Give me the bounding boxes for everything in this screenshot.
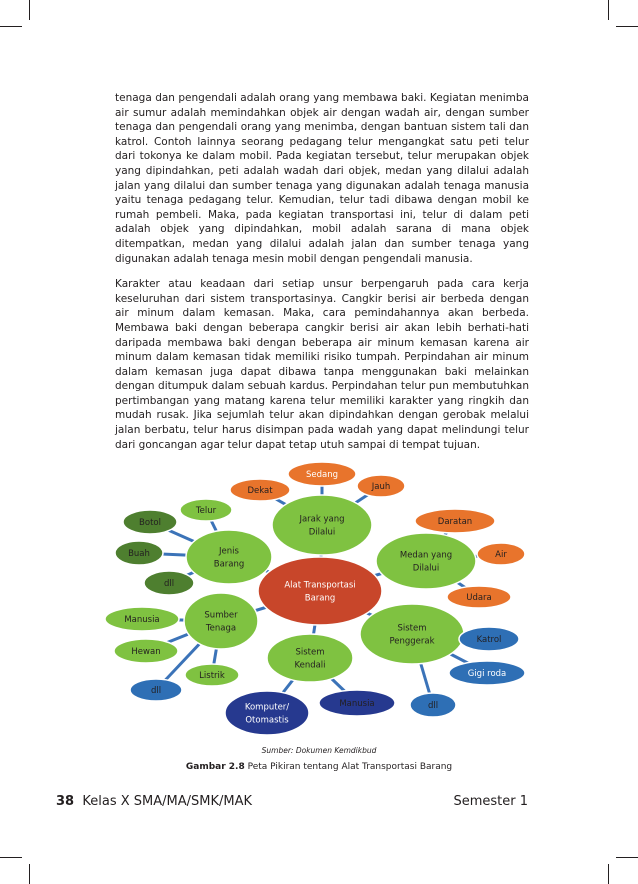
node-udara [447,586,511,608]
node-hewan [114,639,178,663]
node-hewan-label: Hewan [131,647,161,657]
node-dll-jenis [144,571,194,595]
node-sumber-tenaga-label: Tenaga [205,623,237,634]
node-jenis-barang-shape [186,530,272,584]
node-komputer-otomastis-label: Otomastis [245,715,289,726]
node-dll-tenaga [130,679,182,701]
paragraph: tenaga dan pengendali adalah orang yang membawa baki. Kegiatan menimba air sumur adalah memindahkan objek air dengan wadah air, dengan sumber tenaga dan pengendali orang yang menimba, dengan bantuan sistem tali dan katrol. Contoh lainnya seorang pedagang telur mengangkat satu peti telur dari tokonya ke dalam mobil. Pada kegiatan tersebut, telur merupakan objek yang dipindahkan, peti adalah wadah dari objek, medan yang dilalui adalah jalan yang dilalui dan sumber tenaga yang digunakan adalah tenaga manusia yaitu tenaga pedagang telur. Kemudian, telur tadi dibawa dengan mobil ke rumah pembeli. Maka, pada kegiatan transportasi ini, telur di dalam peti adalah objek yang dipindahkan, mobil adalah sarana di mana objek ditempatkan, medan yang dilalui adalah jalan dan sumber tenaga yang digunakan adalah tenaga mesin mobil dengan pengendali manusia. [115,92,529,265]
node-buah-label: Buah [128,549,150,559]
node-medan-yang-dilalui-label: Dilalui [412,563,440,574]
node-sumber-tenaga-label: Sumber [204,610,238,621]
node-manusia-tenaga [105,607,179,631]
figure-caption-label: Gambar 2.8 [185,762,245,772]
crop-mark [608,864,609,884]
node-telur-label: Telur [195,506,217,516]
crop-mark [29,0,30,20]
node-air-label: Air [495,550,507,560]
node-udara-label: Udara [466,593,492,603]
node-sistem-kendali-label: Kendali [294,660,326,671]
node-sedang-label: Sedang [305,470,339,480]
node-gigi-roda-label: Gigi roda [467,669,507,679]
node-jarak-yang-dilalui-label: Dilalui [308,527,336,538]
node-sistem-kendali-shape [267,634,353,682]
node-dll-penggerak [410,693,456,717]
node-jauh [357,475,405,497]
crop-mark [616,857,638,858]
node-manusia-tenaga-label: Manusia [124,615,160,625]
node-jenis-barang-label: Barang [213,559,245,570]
node-sistem-penggerak-label: Sistem [397,623,427,634]
node-gigi-roda [449,661,525,685]
node-jenis-barang-label: Jenis [219,546,239,557]
figure-source: Sumber: Dokumen Kemdikbud [261,746,377,755]
node-sistem-penggerak-label: Penggerak [389,636,435,647]
node-jenis-barang [186,530,272,584]
crop-mark [616,26,638,27]
footer-semester: Semester 1 [453,794,528,809]
crop-mark [0,857,22,858]
node-komputer-otomastis-shape [225,691,309,735]
node-dll-tenaga-label: dll [150,686,162,696]
node-medan-yang-dilalui-shape [376,533,476,589]
mind-map-nodes [105,462,525,735]
node-jarak-yang-dilalui [272,495,372,555]
node-komputer-otomastis [225,691,309,735]
node-sistem-penggerak-shape [360,604,464,664]
node-air [477,543,525,565]
book-title: Kelas X SMA/MA/SMK/MAK [82,794,252,809]
node-komputer-otomastis-label: Komputer/ [244,702,290,713]
mind-map-diagram [0,455,638,755]
node-katrol-label: Katrol [476,635,502,645]
node-sistem-kendali [267,634,353,682]
node-manusia-kendali-label: Manusia [339,699,375,709]
node-listrik-label: Listrik [199,671,225,681]
node-manusia-kendali [319,690,395,716]
node-medan-yang-dilalui [376,533,476,589]
body-text [115,91,529,463]
node-dekat [230,479,290,501]
node-dll-penggerak-label: dll [427,701,439,711]
node-alat-transportasi-barang [258,557,382,625]
page-number: 38 [56,794,75,809]
node-jarak-yang-dilalui-shape [272,495,372,555]
node-botol [123,510,177,534]
crop-mark [29,864,30,884]
node-dekat-label: Dekat [247,486,273,496]
node-botol-label: Botol [139,518,161,528]
node-telur [180,499,232,521]
crop-mark [608,0,609,20]
node-alat-transportasi-barang-label: Alat Transportasi [284,580,356,591]
node-jauh-label: Jauh [371,482,391,492]
node-daratan-label: Daratan [437,517,473,527]
node-sistem-kendali-label: Sistem [295,647,325,658]
node-buah [115,541,163,565]
crop-mark [0,26,22,27]
node-dll-jenis-label: dll [163,579,175,589]
node-jarak-yang-dilalui-label: Jarak yang [299,514,345,525]
node-katrol [459,627,519,651]
node-listrik [185,664,239,686]
node-sumber-tenaga-shape [184,593,258,649]
figure-caption [0,762,638,772]
node-daratan [415,509,495,533]
node-alat-transportasi-barang-label: Barang [304,593,336,604]
node-sedang [288,462,356,486]
figure-caption-text: Peta Pikiran tentang Alat Transportasi Barang [244,762,453,772]
node-alat-transportasi-barang-shape [258,557,382,625]
node-sumber-tenaga [184,593,258,649]
footer-book-title [56,794,252,809]
node-sistem-penggerak [360,604,464,664]
paragraph: Karakter atau keadaan dari setiap unsur berpengaruh pada cara kerja keseluruhan dari sistem transportasinya. Cangkir berisi air berbeda dengan air minum dalam kemasan. Maka, cara pemindahannya akan berbeda. Membawa baki dengan beberapa cangkir berisi air akan lebih berhati-hati daripada membawa baki dengan beberapa air minum kemasan karena air minum dalam kemasan tidak memiliki risiko tumpah. Perpindahan air minum dalam kemasan juga dapat dibawa tanpa menggunakan baki melainkan dengan ditumpuk dalam sebuah kardus. Perpindahan telur pun membutuhkan pertimbangan yang matang karena telur memiliki karakter yang ringkih dan mudah rusak. Jika sejumlah telur akan dipindahkan dengan gerobak melalui jalan berbatu, telur harus disimpan pada wadah yang dapat melindungi telur dari goncangan agar telur dapat tetap utuh sampai di tempat tujuan. [115,278,529,451]
node-medan-yang-dilalui-label: Medan yang [399,550,453,561]
